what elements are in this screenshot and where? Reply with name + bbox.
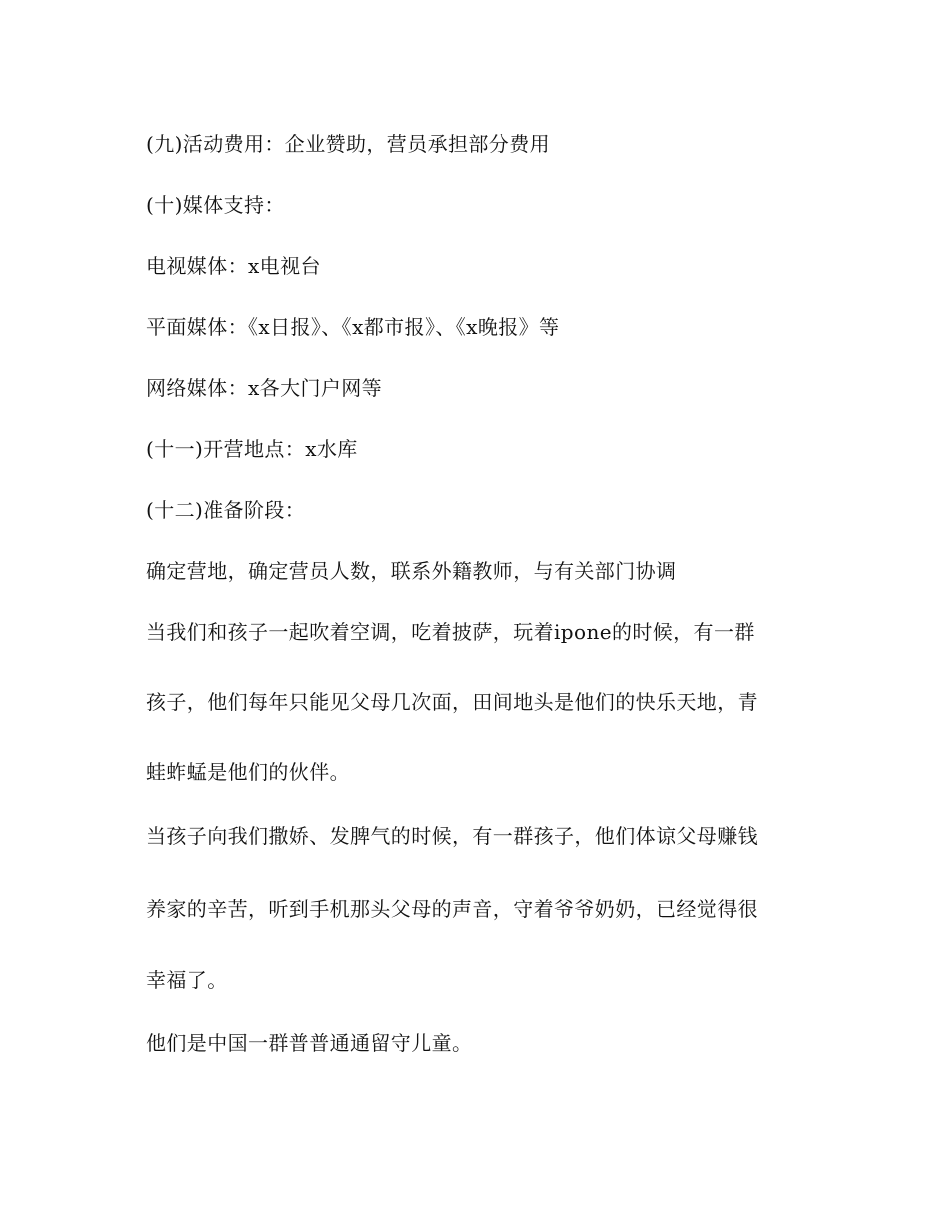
paragraph-2-line-2: 养家的辛苦，听到手机那头父母的声音，守着爷爷奶奶，已经觉得很: [146, 897, 758, 921]
line-preparation-heading: (十二)准备阶段：: [146, 498, 306, 522]
line-activity-cost: (九)活动费用：企业赞助，营员承担部分费用: [146, 132, 551, 156]
paragraph-1-line-1: 当我们和孩子一起吹着空调，吃着披萨，玩着ipone的时候，有一群: [146, 620, 755, 644]
line-online-media: 网络媒体：x各大门户网等: [146, 376, 383, 400]
paragraph-3-line-1: 他们是中国一群普普通通留守儿童。: [146, 1031, 473, 1055]
paragraph-1-line-3: 蛙蚱蜢是他们的伙伴。: [146, 760, 350, 784]
line-media-support-heading: (十)媒体支持：: [146, 193, 285, 217]
line-preparation-tasks: 确定营地，确定营员人数，联系外籍教师，与有关部门协调: [146, 559, 677, 583]
line-tv-media: 电视媒体：x电视台: [146, 254, 321, 278]
line-print-media: 平面媒体：《x日报》、《x都市报》、《x晚报》等: [146, 315, 560, 339]
line-camp-location: (十一)开营地点：x水库: [146, 437, 358, 461]
paragraph-2-line-1: 当孩子向我们撒娇、发脾气的时候，有一群孩子，他们体谅父母赚钱: [146, 824, 758, 848]
paragraph-1-line-2: 孩子，他们每年只能见父母几次面，田间地头是他们的快乐天地，青: [146, 690, 758, 714]
paragraph-2-line-3: 幸福了。: [146, 968, 228, 992]
